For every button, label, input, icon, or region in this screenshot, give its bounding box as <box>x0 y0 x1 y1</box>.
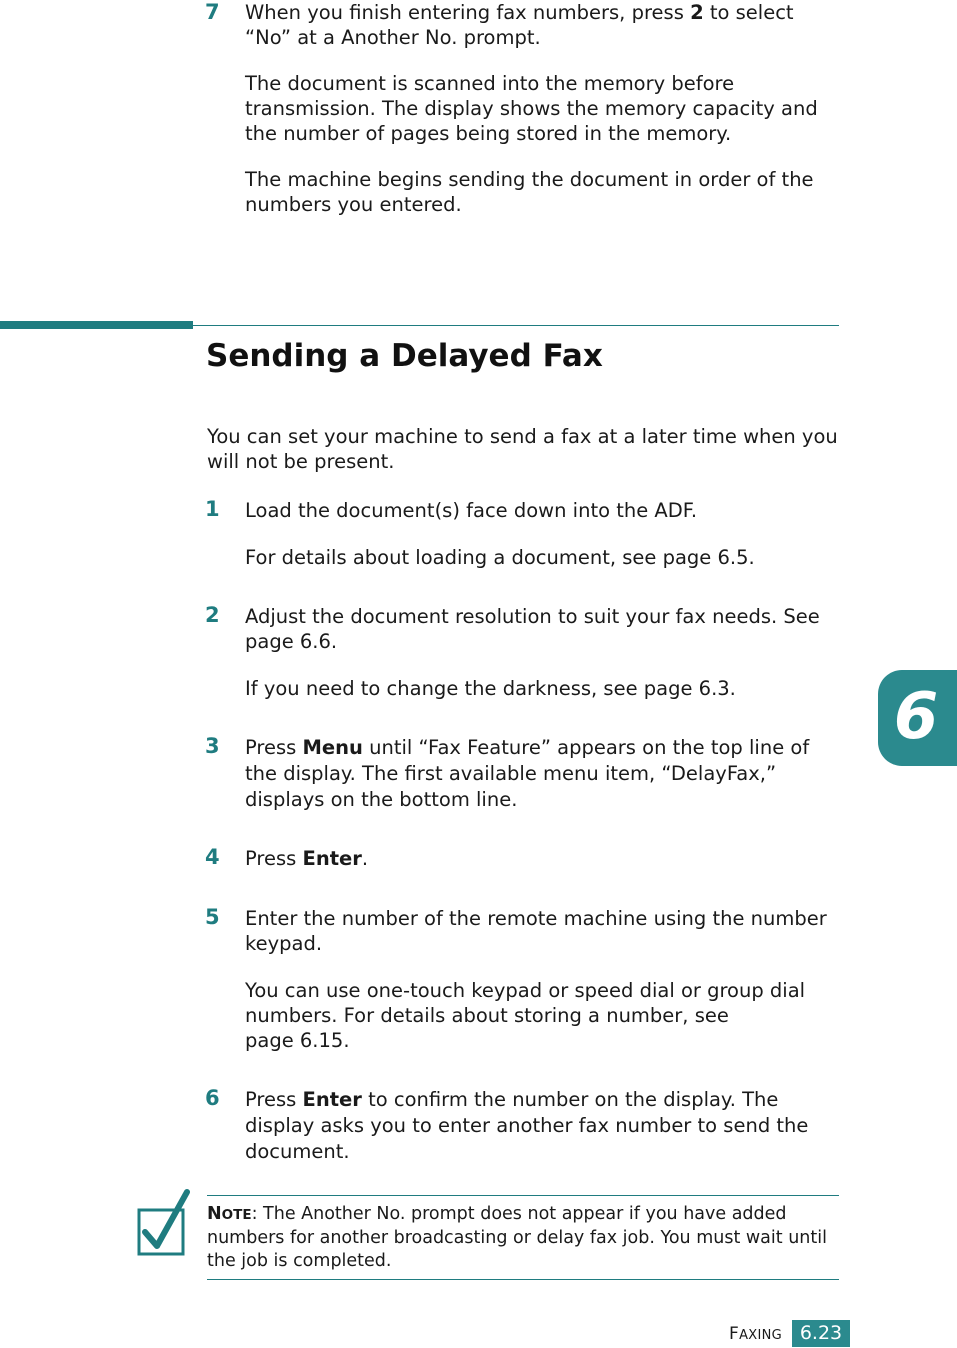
step-number: 4 <box>205 845 220 869</box>
step-text-bold: Enter <box>302 1088 362 1111</box>
step-text-bold: Enter <box>302 847 362 870</box>
step-number: 3 <box>205 734 220 758</box>
heading-rule-thin <box>193 325 839 326</box>
step-subtext: For details about loading a document, see page 6.5. <box>245 546 755 569</box>
step-text <box>245 735 845 813</box>
checkmark-icon <box>135 1188 191 1258</box>
step-subtext-part: page 6.15. <box>245 1029 350 1052</box>
note-body: : The Another No. prompt does not appear if you have added numbers for another broadcasting or delay fax job. You must wait until the job is completed. <box>207 1204 827 1271</box>
footer-page-number: 6.23 <box>792 1320 850 1347</box>
step-subtext <box>245 978 830 1053</box>
step-text: Adjust the document resolution to suit your fax needs. See page 6.6. <box>245 605 820 653</box>
heading-rule-thick <box>0 321 193 329</box>
step-subtext: If you need to change the darkness, see page 6.3. <box>245 677 736 700</box>
note-text <box>207 1203 847 1273</box>
step-text-part: to select “No” at a Another No. prompt. <box>245 1 794 49</box>
footer-chapter-label: FAXING <box>728 1324 782 1344</box>
step-number: 6 <box>205 1086 220 1110</box>
step-text-part: . <box>361 847 369 870</box>
step-text-part: Press <box>245 1088 303 1111</box>
step-subtext: The document is scanned into the memory before transmission. The display shows the memory capacity and the number of pages being stored in the memory. <box>245 72 818 145</box>
step-number: 2 <box>205 603 220 627</box>
step-text <box>245 846 845 871</box>
step-subtext-part: You can use one-touch keypad or speed dial or group dial numbers. For details about storing a number, see <box>245 979 806 1027</box>
section-title: Sending a Delayed Fax <box>206 338 603 374</box>
step-number: 1 <box>205 497 220 521</box>
chapter-tab-number: 6 <box>893 680 939 754</box>
note-rule-top <box>207 1195 839 1196</box>
step-text-bold: Menu <box>302 736 363 759</box>
note-rule-bottom <box>207 1279 839 1280</box>
step-number: 7 <box>205 0 220 24</box>
step-text-part: until “Fax Feature” appears on the top line of the display. The first available menu item, “DelayFax,” displays on the bottom line. <box>245 736 810 811</box>
step-text: Enter the number of the remote machine using the number keypad. <box>245 907 827 955</box>
step-text-bold: 2 <box>690 1 704 24</box>
step-text: Load the document(s) face down into the ADF. <box>245 499 698 522</box>
step-text-part: to confirm the number on the display. The display asks you to enter another fax number to send the document. <box>245 1088 809 1163</box>
step-subtext: The machine begins sending the document in order of the numbers you entered. <box>245 168 814 216</box>
note-label: NOTE <box>207 1204 252 1224</box>
step-number: 5 <box>205 905 220 929</box>
step-text <box>245 0 845 50</box>
step-text <box>245 1087 830 1165</box>
step-text-part: Press <box>245 736 303 759</box>
step-text-part: When you finish entering fax numbers, press <box>245 1 691 24</box>
section-intro: You can set your machine to send a fax at a later time when you will not be present. <box>207 425 838 473</box>
step-text-part: Press <box>245 847 303 870</box>
